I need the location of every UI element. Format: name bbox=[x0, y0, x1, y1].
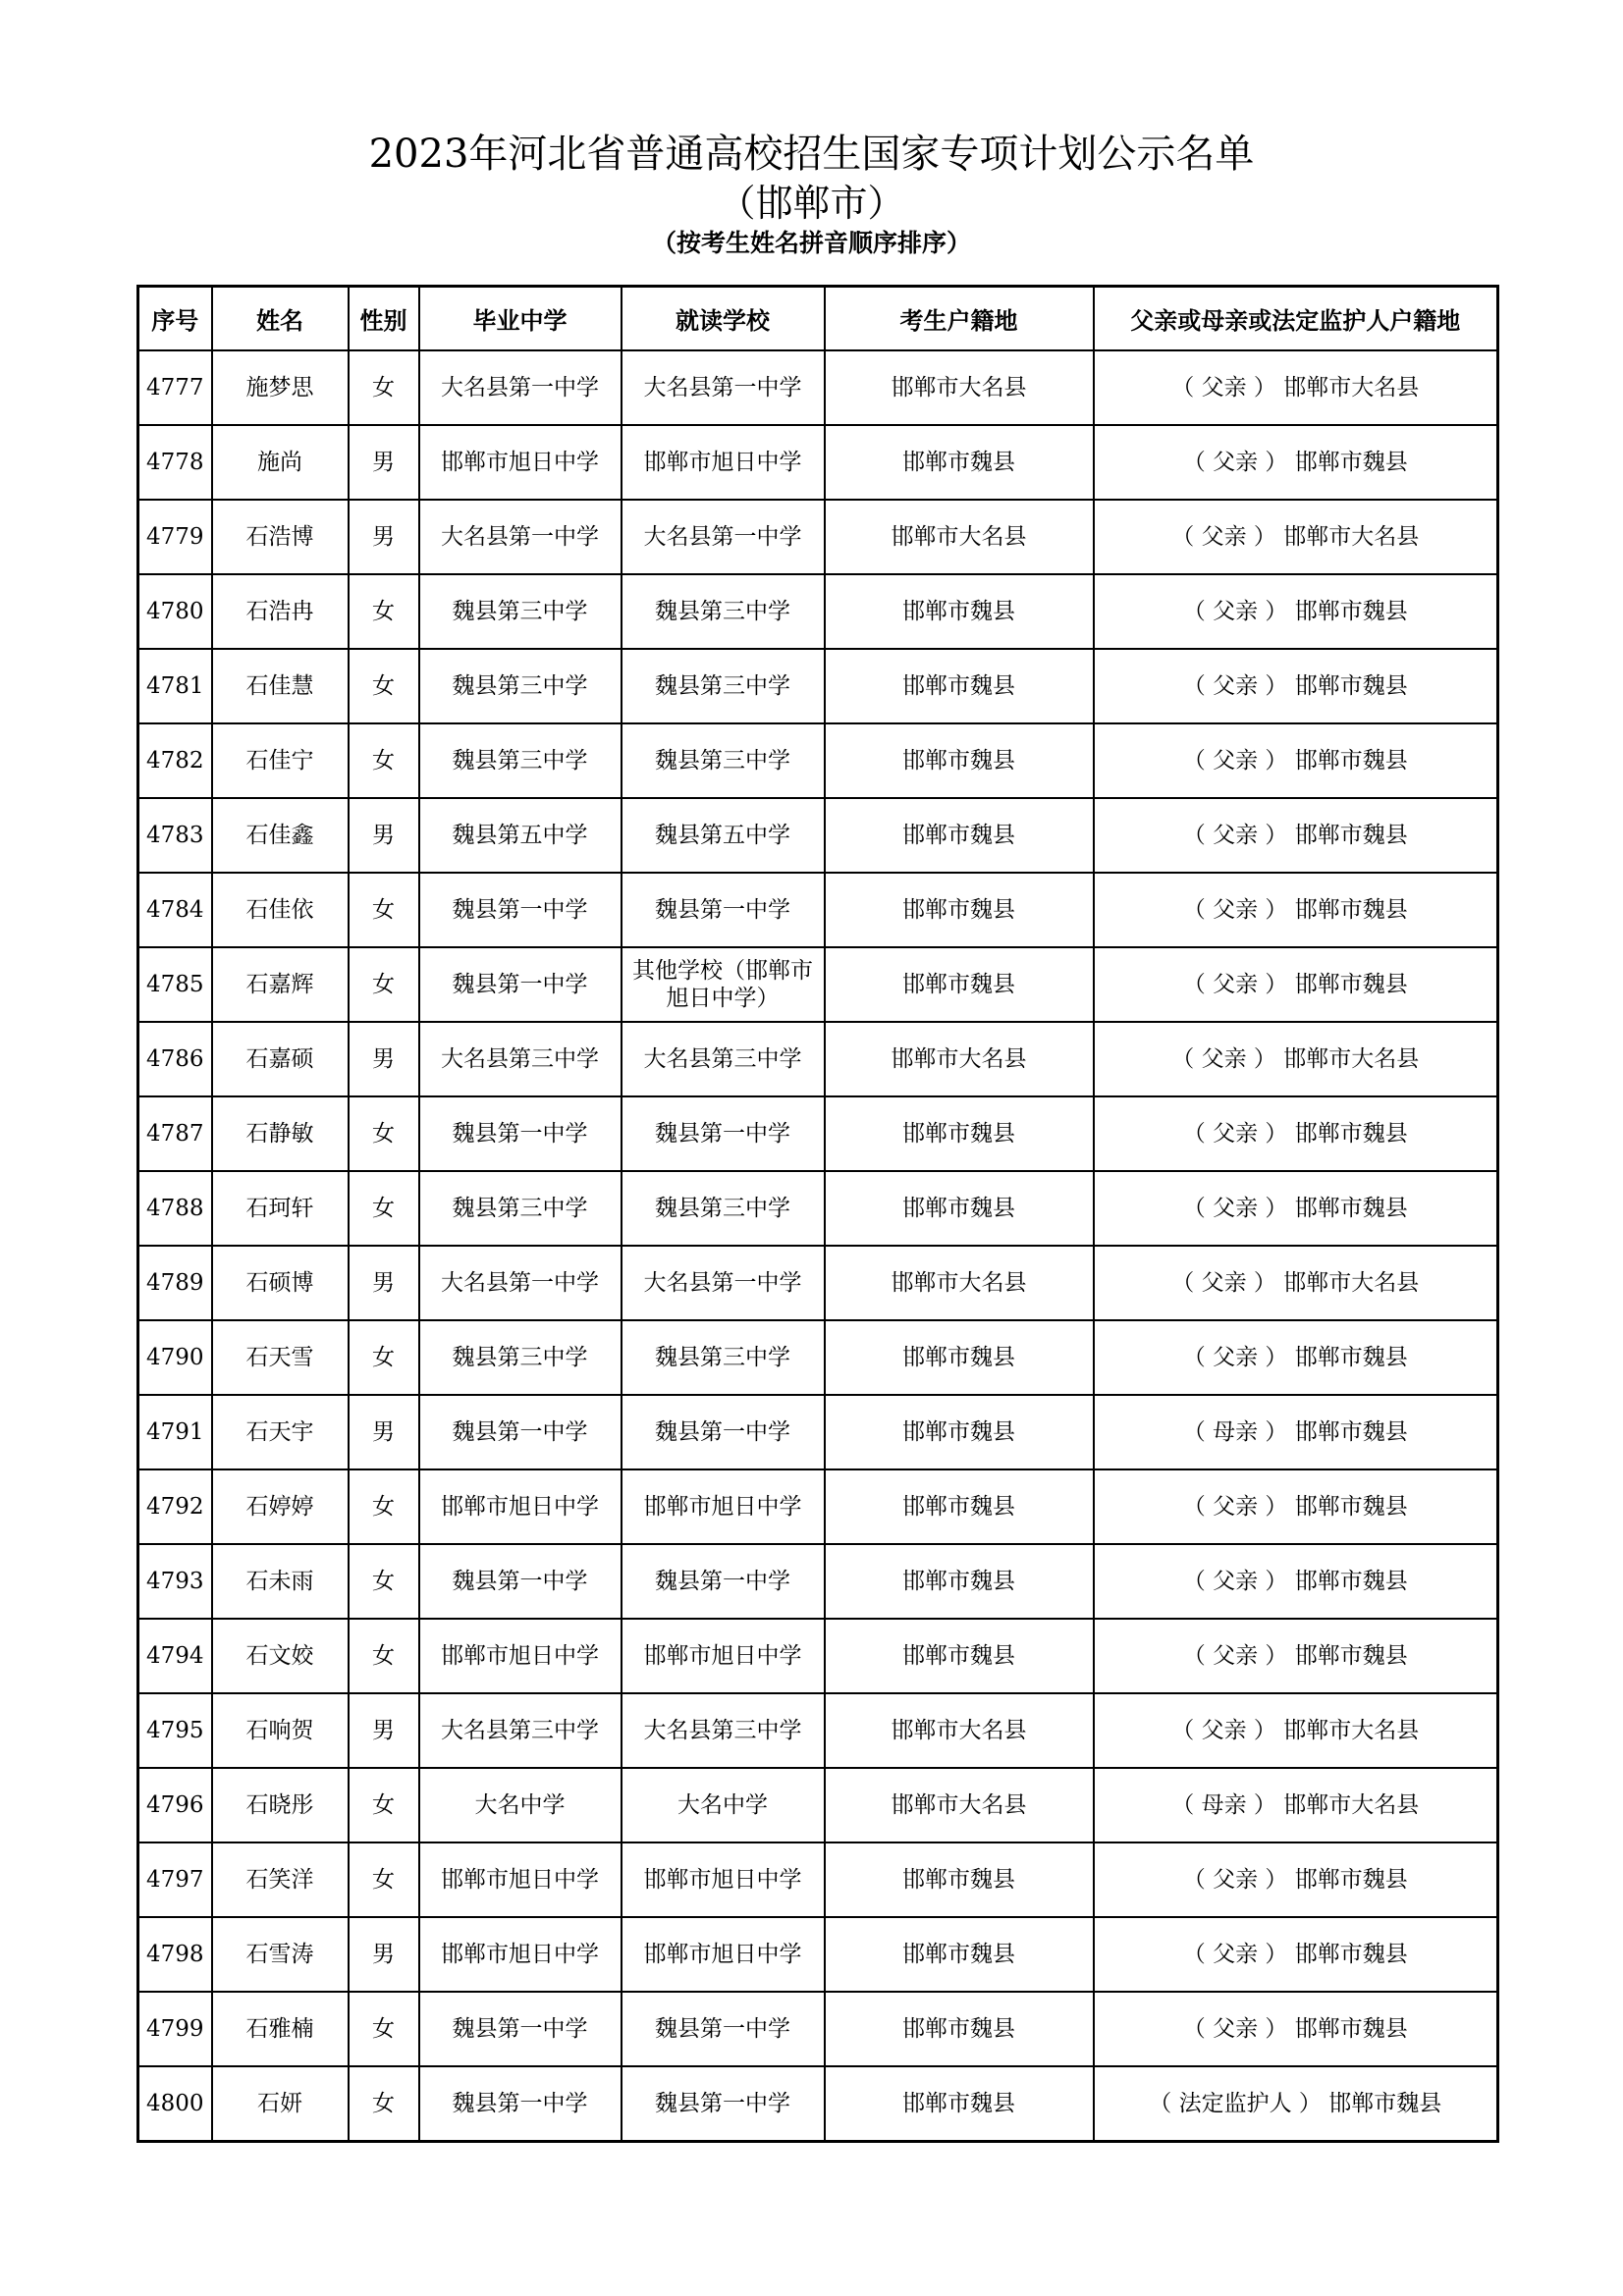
cell-grad-school: 魏县第一中学 bbox=[419, 947, 622, 1022]
cell-grad-school: 魏县第一中学 bbox=[419, 1544, 622, 1619]
cell-parent-hukou bbox=[1094, 1842, 1498, 1917]
cell-hukou: 邯郸市魏县 bbox=[825, 723, 1094, 798]
cell-current-school: 魏县第一中学 bbox=[622, 1395, 825, 1469]
cell-current-school: 大名县第三中学 bbox=[622, 1022, 825, 1096]
cell-current-school: 魏县第三中学 bbox=[622, 574, 825, 649]
cell-parent-hukou bbox=[1094, 1917, 1498, 1992]
parent-hukou: 邯郸市魏县 bbox=[1294, 1196, 1408, 1221]
cell-parent-hukou bbox=[1094, 1022, 1498, 1096]
cell-hukou: 邯郸市魏县 bbox=[825, 1395, 1094, 1469]
cell-current-school: 魏县第一中学 bbox=[622, 873, 825, 947]
cell-grad-school: 大名中学 bbox=[419, 1768, 622, 1842]
parent-relation: （ 法定监护人 ） bbox=[1149, 2091, 1322, 2116]
cell-gender: 女 bbox=[349, 574, 419, 649]
parent-hukou: 邯郸市大名县 bbox=[1283, 524, 1420, 550]
cell-hukou: 邯郸市魏县 bbox=[825, 649, 1094, 723]
column-header-name: 姓名 bbox=[212, 287, 349, 351]
cell-gender: 女 bbox=[349, 1171, 419, 1246]
parent-relation: （ 父亲 ） bbox=[1182, 1121, 1288, 1147]
cell-no: 4783 bbox=[138, 798, 212, 873]
cell-hukou: 邯郸市魏县 bbox=[825, 1842, 1094, 1917]
document-subtitle: （邯郸市） bbox=[718, 182, 905, 225]
cell-hukou: 邯郸市魏县 bbox=[825, 1171, 1094, 1246]
cell-current-school: 邯郸市旭日中学 bbox=[622, 425, 825, 500]
cell-hukou: 邯郸市大名县 bbox=[825, 350, 1094, 425]
cell-hukou: 邯郸市魏县 bbox=[825, 1544, 1094, 1619]
cell-current-school: 魏县第三中学 bbox=[622, 1171, 825, 1246]
table-row bbox=[138, 1693, 1498, 1768]
cell-no: 4800 bbox=[138, 2066, 212, 2142]
cell-grad-school: 大名县第一中学 bbox=[419, 1246, 622, 1320]
cell-no: 4786 bbox=[138, 1022, 212, 1096]
cell-grad-school: 大名县第三中学 bbox=[419, 1022, 622, 1096]
cell-name: 石雪涛 bbox=[212, 1917, 349, 1992]
parent-hukou: 邯郸市大名县 bbox=[1283, 1270, 1420, 1296]
parent-relation: （ 父亲 ） bbox=[1182, 2016, 1288, 2042]
cell-current-school: 魏县第一中学 bbox=[622, 2066, 825, 2142]
cell-current-school: 大名县第三中学 bbox=[622, 1693, 825, 1768]
cell-parent-hukou bbox=[1094, 1246, 1498, 1320]
cell-parent-hukou bbox=[1094, 649, 1498, 723]
cell-grad-school: 邯郸市旭日中学 bbox=[419, 1917, 622, 1992]
cell-no: 4788 bbox=[138, 1171, 212, 1246]
cell-no: 4792 bbox=[138, 1469, 212, 1544]
parent-relation: （ 父亲 ） bbox=[1182, 1196, 1288, 1221]
table-row bbox=[138, 1246, 1498, 1320]
cell-no: 4782 bbox=[138, 723, 212, 798]
cell-name: 石文姣 bbox=[212, 1619, 349, 1693]
cell-current-school: 邯郸市旭日中学 bbox=[622, 1842, 825, 1917]
cell-name: 石天雪 bbox=[212, 1320, 349, 1395]
cell-grad-school: 大名县第一中学 bbox=[419, 500, 622, 574]
cell-name: 石雅楠 bbox=[212, 1992, 349, 2066]
cell-parent-hukou bbox=[1094, 1768, 1498, 1842]
table-row bbox=[138, 1171, 1498, 1246]
table-row bbox=[138, 1096, 1498, 1171]
parent-relation: （ 父亲 ） bbox=[1182, 1345, 1288, 1370]
cell-gender: 女 bbox=[349, 350, 419, 425]
cell-current-school: 大名县第一中学 bbox=[622, 350, 825, 425]
parent-hukou: 邯郸市魏县 bbox=[1294, 897, 1408, 923]
parent-hukou: 邯郸市魏县 bbox=[1294, 1867, 1408, 1893]
table-row bbox=[138, 798, 1498, 873]
cell-name: 石晓彤 bbox=[212, 1768, 349, 1842]
parent-hukou: 邯郸市魏县 bbox=[1294, 972, 1408, 997]
table-row bbox=[138, 1917, 1498, 1992]
cell-gender: 女 bbox=[349, 1320, 419, 1395]
cell-grad-school: 魏县第三中学 bbox=[419, 1320, 622, 1395]
table-row bbox=[138, 947, 1498, 1022]
table-row bbox=[138, 1395, 1498, 1469]
cell-name: 石硕博 bbox=[212, 1246, 349, 1320]
cell-current-school: 魏县第三中学 bbox=[622, 723, 825, 798]
cell-hukou: 邯郸市魏县 bbox=[825, 574, 1094, 649]
parent-relation: （ 父亲 ） bbox=[1182, 897, 1288, 923]
cell-grad-school: 邯郸市旭日中学 bbox=[419, 425, 622, 500]
cell-hukou: 邯郸市大名县 bbox=[825, 1768, 1094, 1842]
cell-gender: 男 bbox=[349, 1022, 419, 1096]
cell-name: 石佳鑫 bbox=[212, 798, 349, 873]
cell-hukou: 邯郸市魏县 bbox=[825, 425, 1094, 500]
parent-hukou: 邯郸市魏县 bbox=[1294, 1569, 1408, 1594]
cell-no: 4785 bbox=[138, 947, 212, 1022]
cell-gender: 女 bbox=[349, 1544, 419, 1619]
cell-grad-school: 大名县第三中学 bbox=[419, 1693, 622, 1768]
parent-relation: （ 父亲 ） bbox=[1171, 375, 1276, 400]
table-row bbox=[138, 1992, 1498, 2066]
parent-relation: （ 父亲 ） bbox=[1182, 450, 1288, 475]
cell-gender: 女 bbox=[349, 1469, 419, 1544]
cell-hukou: 邯郸市魏县 bbox=[825, 947, 1094, 1022]
cell-parent-hukou bbox=[1094, 1096, 1498, 1171]
parent-relation: （ 父亲 ） bbox=[1182, 1494, 1288, 1520]
cell-gender: 女 bbox=[349, 649, 419, 723]
cell-no: 4790 bbox=[138, 1320, 212, 1395]
parent-relation: （ 父亲 ） bbox=[1182, 748, 1288, 774]
cell-no: 4787 bbox=[138, 1096, 212, 1171]
parent-hukou: 邯郸市魏县 bbox=[1294, 1494, 1408, 1520]
cell-parent-hukou bbox=[1094, 723, 1498, 798]
cell-no: 4778 bbox=[138, 425, 212, 500]
parent-relation: （ 父亲 ） bbox=[1182, 823, 1288, 848]
cell-no: 4799 bbox=[138, 1992, 212, 2066]
parent-relation: （ 父亲 ） bbox=[1171, 1270, 1276, 1296]
cell-gender: 男 bbox=[349, 798, 419, 873]
parent-hukou: 邯郸市魏县 bbox=[1294, 450, 1408, 475]
cell-parent-hukou bbox=[1094, 1693, 1498, 1768]
cell-name: 石未雨 bbox=[212, 1544, 349, 1619]
cell-no: 4789 bbox=[138, 1246, 212, 1320]
parent-hukou: 邯郸市魏县 bbox=[1294, 673, 1408, 699]
cell-hukou: 邯郸市大名县 bbox=[825, 500, 1094, 574]
parent-relation: （ 父亲 ） bbox=[1182, 673, 1288, 699]
parent-hukou: 邯郸市大名县 bbox=[1283, 1718, 1420, 1743]
cell-hukou: 邯郸市魏县 bbox=[825, 798, 1094, 873]
cell-parent-hukou bbox=[1094, 2066, 1498, 2142]
parent-hukou: 邯郸市魏县 bbox=[1294, 1419, 1408, 1445]
parent-relation: （ 母亲 ） bbox=[1182, 1419, 1288, 1445]
cell-gender: 女 bbox=[349, 1096, 419, 1171]
cell-name: 石浩博 bbox=[212, 500, 349, 574]
cell-no: 4780 bbox=[138, 574, 212, 649]
cell-current-school: 邯郸市旭日中学 bbox=[622, 1619, 825, 1693]
cell-hukou: 邯郸市魏县 bbox=[825, 1096, 1094, 1171]
cell-name: 石静敏 bbox=[212, 1096, 349, 1171]
cell-grad-school: 魏县第一中学 bbox=[419, 2066, 622, 2142]
roster-table bbox=[136, 285, 1499, 2143]
cell-no: 4794 bbox=[138, 1619, 212, 1693]
cell-name: 石笑洋 bbox=[212, 1842, 349, 1917]
cell-grad-school: 魏县第一中学 bbox=[419, 1992, 622, 2066]
cell-gender: 男 bbox=[349, 1917, 419, 1992]
cell-name: 石嘉硕 bbox=[212, 1022, 349, 1096]
cell-no: 4797 bbox=[138, 1842, 212, 1917]
cell-current-school: 大名中学 bbox=[622, 1768, 825, 1842]
cell-no: 4777 bbox=[138, 350, 212, 425]
cell-gender: 男 bbox=[349, 425, 419, 500]
table-row bbox=[138, 350, 1498, 425]
cell-grad-school: 邯郸市旭日中学 bbox=[419, 1842, 622, 1917]
table-row bbox=[138, 425, 1498, 500]
cell-name: 石天宇 bbox=[212, 1395, 349, 1469]
cell-grad-school: 魏县第五中学 bbox=[419, 798, 622, 873]
cell-gender: 女 bbox=[349, 947, 419, 1022]
cell-gender: 女 bbox=[349, 1842, 419, 1917]
cell-current-school: 魏县第一中学 bbox=[622, 1544, 825, 1619]
cell-current-school: 大名县第一中学 bbox=[622, 500, 825, 574]
cell-no: 4779 bbox=[138, 500, 212, 574]
cell-hukou: 邯郸市魏县 bbox=[825, 1320, 1094, 1395]
cell-name: 石浩冉 bbox=[212, 574, 349, 649]
cell-grad-school: 魏县第一中学 bbox=[419, 1096, 622, 1171]
cell-hukou: 邯郸市魏县 bbox=[825, 873, 1094, 947]
parent-relation: （ 父亲 ） bbox=[1182, 1942, 1288, 1967]
column-header-parent-hukou: 父亲或母亲或法定监护人户籍地 bbox=[1094, 287, 1498, 351]
parent-hukou: 邯郸市魏县 bbox=[1294, 1942, 1408, 1967]
cell-no: 4796 bbox=[138, 1768, 212, 1842]
cell-grad-school: 魏县第三中学 bbox=[419, 574, 622, 649]
table-row bbox=[138, 1619, 1498, 1693]
cell-name: 石婷婷 bbox=[212, 1469, 349, 1544]
cell-name: 石珂轩 bbox=[212, 1171, 349, 1246]
cell-current-school: 魏县第三中学 bbox=[622, 1320, 825, 1395]
cell-hukou: 邯郸市大名县 bbox=[825, 1693, 1094, 1768]
cell-parent-hukou bbox=[1094, 1619, 1498, 1693]
table-row bbox=[138, 873, 1498, 947]
cell-name: 石佳宁 bbox=[212, 723, 349, 798]
cell-current-school: 大名县第一中学 bbox=[622, 1246, 825, 1320]
cell-grad-school: 大名县第一中学 bbox=[419, 350, 622, 425]
cell-parent-hukou bbox=[1094, 1544, 1498, 1619]
cell-grad-school: 魏县第一中学 bbox=[419, 1395, 622, 1469]
cell-hukou: 邯郸市魏县 bbox=[825, 1469, 1094, 1544]
cell-no: 4798 bbox=[138, 1917, 212, 1992]
cell-no: 4793 bbox=[138, 1544, 212, 1619]
cell-parent-hukou bbox=[1094, 798, 1498, 873]
cell-parent-hukou bbox=[1094, 947, 1498, 1022]
table-row bbox=[138, 1022, 1498, 1096]
cell-gender: 女 bbox=[349, 873, 419, 947]
document-title: 2023年河北省普通高校招生国家专项计划公示名单 bbox=[368, 132, 1255, 177]
cell-gender: 女 bbox=[349, 2066, 419, 2142]
cell-gender: 女 bbox=[349, 1619, 419, 1693]
cell-parent-hukou bbox=[1094, 350, 1498, 425]
table-row bbox=[138, 500, 1498, 574]
cell-hukou: 邯郸市魏县 bbox=[825, 1619, 1094, 1693]
table-row bbox=[138, 723, 1498, 798]
cell-no: 4791 bbox=[138, 1395, 212, 1469]
cell-name: 石响贺 bbox=[212, 1693, 349, 1768]
parent-hukou: 邯郸市大名县 bbox=[1283, 1792, 1420, 1818]
parent-relation: （ 父亲 ） bbox=[1171, 524, 1276, 550]
cell-current-school: 邯郸市旭日中学 bbox=[622, 1469, 825, 1544]
column-header-gender: 性别 bbox=[349, 287, 419, 351]
cell-gender: 男 bbox=[349, 1395, 419, 1469]
cell-grad-school: 魏县第三中学 bbox=[419, 723, 622, 798]
cell-name: 石嘉辉 bbox=[212, 947, 349, 1022]
cell-hukou: 邯郸市大名县 bbox=[825, 1022, 1094, 1096]
cell-parent-hukou bbox=[1094, 873, 1498, 947]
cell-parent-hukou bbox=[1094, 500, 1498, 574]
parent-hukou: 邯郸市魏县 bbox=[1294, 1643, 1408, 1669]
cell-name: 石佳依 bbox=[212, 873, 349, 947]
parent-hukou: 邯郸市大名县 bbox=[1283, 375, 1420, 400]
column-header-current-school: 就读学校 bbox=[622, 287, 825, 351]
cell-gender: 女 bbox=[349, 1768, 419, 1842]
cell-grad-school: 邯郸市旭日中学 bbox=[419, 1469, 622, 1544]
cell-gender: 男 bbox=[349, 500, 419, 574]
parent-relation: （ 父亲 ） bbox=[1182, 1569, 1288, 1594]
cell-name: 石佳慧 bbox=[212, 649, 349, 723]
parent-hukou: 邯郸市魏县 bbox=[1294, 1345, 1408, 1370]
parent-relation: （ 父亲 ） bbox=[1182, 972, 1288, 997]
parent-hukou: 邯郸市魏县 bbox=[1294, 823, 1408, 848]
column-header-no: 序号 bbox=[138, 287, 212, 351]
cell-hukou: 邯郸市魏县 bbox=[825, 1917, 1094, 1992]
cell-parent-hukou bbox=[1094, 1171, 1498, 1246]
cell-hukou: 邯郸市魏县 bbox=[825, 1992, 1094, 2066]
cell-hukou: 邯郸市魏县 bbox=[825, 2066, 1094, 2142]
cell-current-school: 邯郸市旭日中学 bbox=[622, 1917, 825, 1992]
table-row bbox=[138, 574, 1498, 649]
cell-name: 施梦思 bbox=[212, 350, 349, 425]
column-header-hukou: 考生户籍地 bbox=[825, 287, 1094, 351]
parent-relation: （ 母亲 ） bbox=[1171, 1792, 1276, 1818]
parent-relation: （ 父亲 ） bbox=[1182, 599, 1288, 624]
cell-current-school: 其他学校（邯郸市旭日中学） bbox=[622, 947, 825, 1022]
cell-parent-hukou bbox=[1094, 1992, 1498, 2066]
sort-note: （按考生姓名拼音顺序排序） bbox=[651, 229, 971, 257]
cell-gender: 女 bbox=[349, 1992, 419, 2066]
parent-hukou: 邯郸市魏县 bbox=[1294, 748, 1408, 774]
cell-current-school: 魏县第一中学 bbox=[622, 1096, 825, 1171]
parent-hukou: 邯郸市大名县 bbox=[1283, 1046, 1420, 1072]
table-row bbox=[138, 1768, 1498, 1842]
cell-current-school: 魏县第三中学 bbox=[622, 649, 825, 723]
cell-gender: 女 bbox=[349, 723, 419, 798]
parent-relation: （ 父亲 ） bbox=[1182, 1867, 1288, 1893]
cell-gender: 男 bbox=[349, 1246, 419, 1320]
parent-relation: （ 父亲 ） bbox=[1171, 1046, 1276, 1072]
cell-parent-hukou bbox=[1094, 1320, 1498, 1395]
cell-name: 施尚 bbox=[212, 425, 349, 500]
table-row bbox=[138, 1842, 1498, 1917]
parent-hukou: 邯郸市魏县 bbox=[1294, 1121, 1408, 1147]
cell-grad-school: 邯郸市旭日中学 bbox=[419, 1619, 622, 1693]
cell-current-school: 魏县第一中学 bbox=[622, 1992, 825, 2066]
cell-parent-hukou bbox=[1094, 1395, 1498, 1469]
cell-no: 4795 bbox=[138, 1693, 212, 1768]
parent-hukou: 邯郸市魏县 bbox=[1328, 2091, 1442, 2116]
parent-relation: （ 父亲 ） bbox=[1171, 1718, 1276, 1743]
cell-grad-school: 魏县第三中学 bbox=[419, 649, 622, 723]
table-row bbox=[138, 2066, 1498, 2142]
cell-grad-school: 魏县第三中学 bbox=[419, 1171, 622, 1246]
cell-name: 石妍 bbox=[212, 2066, 349, 2142]
cell-hukou: 邯郸市大名县 bbox=[825, 1246, 1094, 1320]
cell-parent-hukou bbox=[1094, 425, 1498, 500]
cell-no: 4784 bbox=[138, 873, 212, 947]
cell-no: 4781 bbox=[138, 649, 212, 723]
parent-hukou: 邯郸市魏县 bbox=[1294, 2016, 1408, 2042]
table-row bbox=[138, 1320, 1498, 1395]
parent-relation: （ 父亲 ） bbox=[1182, 1643, 1288, 1669]
table-row bbox=[138, 1544, 1498, 1619]
column-header-grad-school: 毕业中学 bbox=[419, 287, 622, 351]
table-row bbox=[138, 1469, 1498, 1544]
header-row bbox=[138, 287, 1498, 351]
cell-gender: 男 bbox=[349, 1693, 419, 1768]
cell-parent-hukou bbox=[1094, 574, 1498, 649]
parent-hukou: 邯郸市魏县 bbox=[1294, 599, 1408, 624]
cell-parent-hukou bbox=[1094, 1469, 1498, 1544]
table-row bbox=[138, 649, 1498, 723]
cell-grad-school: 魏县第一中学 bbox=[419, 873, 622, 947]
cell-current-school: 魏县第五中学 bbox=[622, 798, 825, 873]
